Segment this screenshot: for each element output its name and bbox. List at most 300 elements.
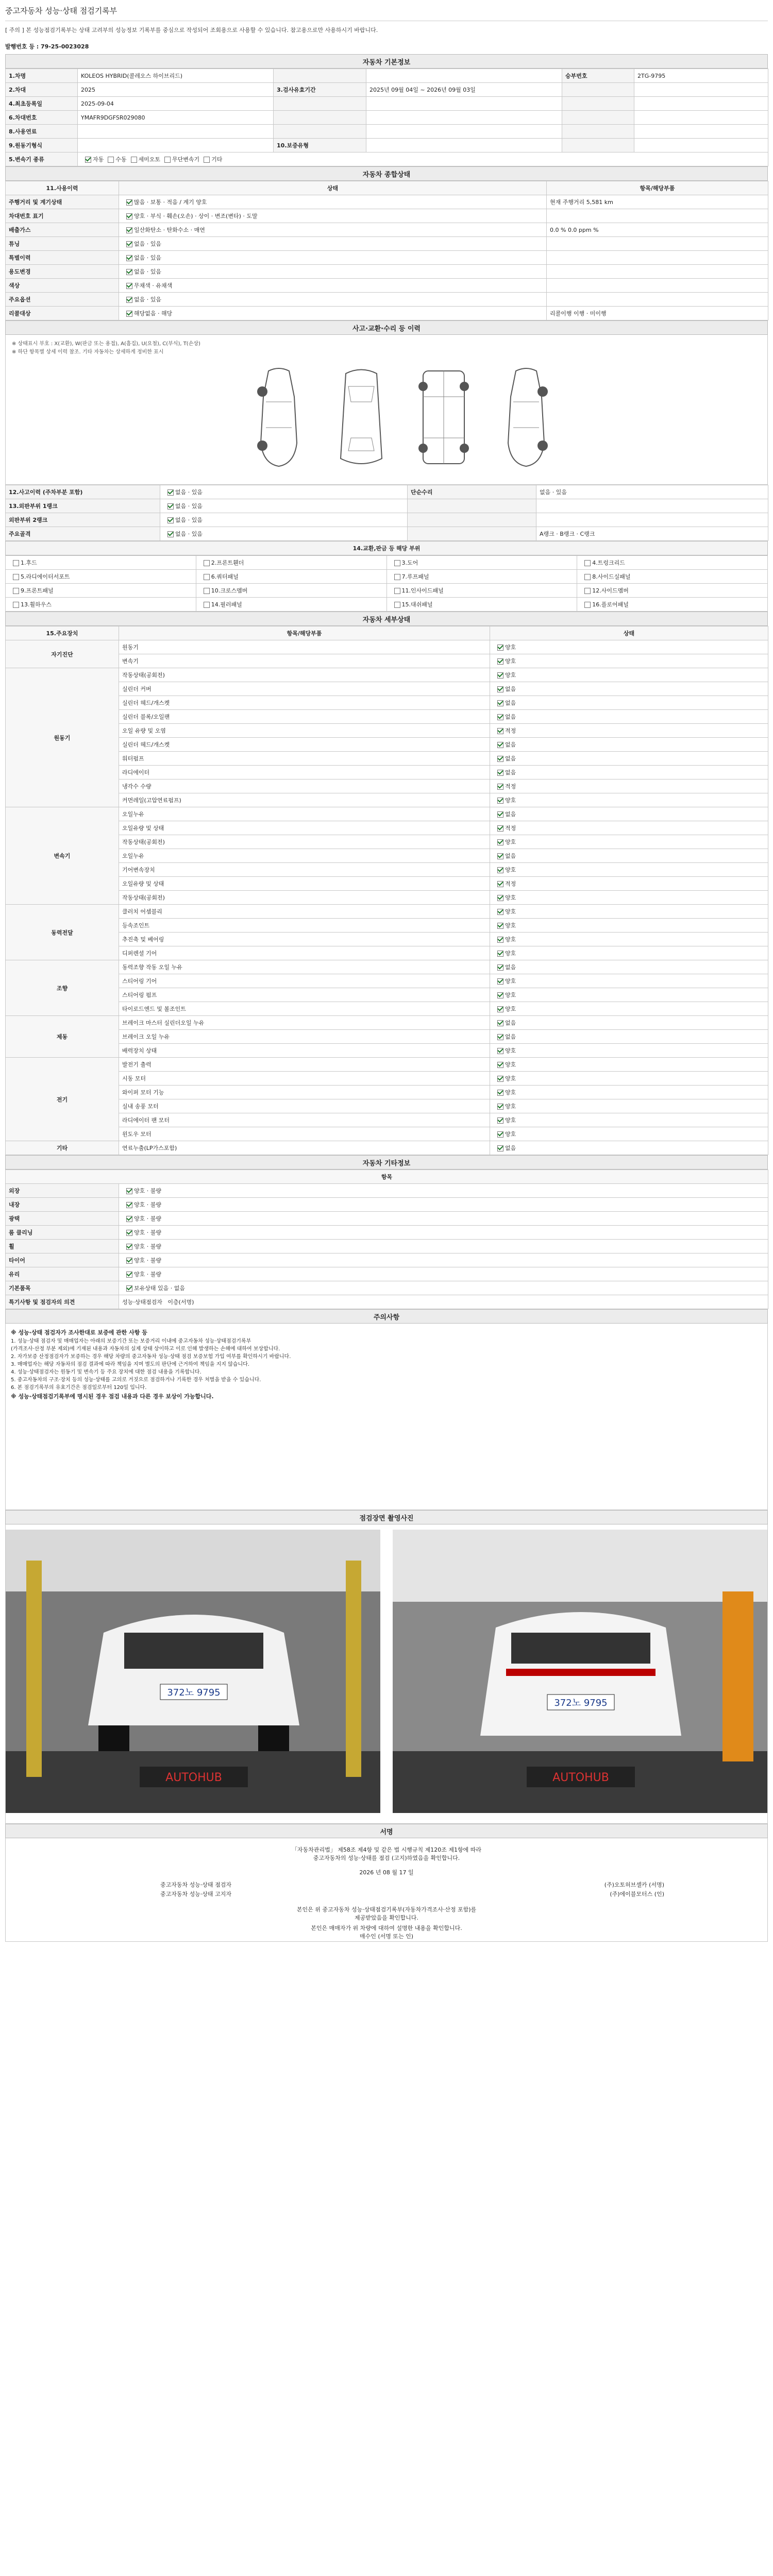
checkbox-icon — [497, 728, 503, 734]
detail-state — [490, 654, 768, 668]
accident-row — [6, 527, 768, 541]
detail-row — [6, 807, 768, 821]
detail-state — [490, 1072, 768, 1086]
status-note — [547, 265, 768, 279]
caution-line: (가격조사·산정 부분 제외)에 기재된 내용과 자동차의 실제 상태 상이하고 이로 인해 발생하는 손해에 대하여 보상합니다. — [11, 1346, 280, 1352]
checkbox-icon — [497, 853, 503, 859]
checkbox-icon — [497, 742, 503, 748]
detail-row — [6, 891, 768, 905]
checkbox-icon — [126, 297, 132, 303]
basic-key-2 — [274, 125, 366, 139]
detail-state — [490, 919, 768, 933]
checkbox-icon — [497, 825, 503, 832]
accident-value-2: A랭크 · B랭크 · C랭크 — [536, 527, 768, 541]
section-basic-title: 자동차 기본정보 — [5, 54, 768, 69]
detail-part: 오일 유량 및 오염 — [119, 724, 490, 738]
accident-value-2 — [536, 499, 768, 513]
detail-row — [6, 974, 768, 988]
opinion-label-2: 성능·상태점검자 — [122, 1299, 162, 1306]
checkbox-icon — [126, 1285, 132, 1292]
part-cell — [196, 598, 386, 612]
checkbox-icon — [497, 1090, 503, 1096]
status-value — [119, 195, 547, 209]
detail-row — [6, 863, 768, 877]
detail-group: 동력전달 — [6, 905, 119, 960]
caution-line: 6. 본 점검기록부의 유효기간은 점검일로부터 120일 입니다. — [11, 1385, 147, 1391]
status-row — [6, 307, 768, 320]
part-label: 8.사이드실패널 — [592, 573, 631, 580]
detail-state-text: 없음 — [505, 686, 516, 692]
part-label: 6.쿼터패널 — [211, 573, 239, 580]
detail-row — [6, 849, 768, 863]
detail-state — [490, 1113, 768, 1127]
other-value — [119, 1198, 768, 1212]
checkbox-icon — [126, 1230, 132, 1236]
checkbox-icon — [126, 311, 132, 317]
detail-part: 커먼레일(고압연료펌프) — [119, 793, 490, 807]
parts-table — [5, 555, 768, 612]
detail-state — [490, 1086, 768, 1099]
detail-state — [490, 807, 768, 821]
detail-part: 추진축 및 베어링 — [119, 933, 490, 946]
diagram-legend — [12, 340, 200, 357]
detail-group: 원동기 — [6, 668, 119, 807]
basic-key-2 — [274, 97, 366, 111]
detail-row — [6, 1127, 768, 1141]
basic-key: 2.차대 — [6, 83, 78, 97]
status-value — [119, 237, 547, 251]
status-value-text: 해당없음 · 해당 — [134, 310, 173, 317]
detail-state — [490, 752, 768, 766]
detail-state-text: 양호 — [505, 644, 516, 651]
accident-key: 13.외판부위 1랭크 — [6, 499, 160, 513]
status-row — [6, 279, 768, 293]
status-row — [6, 237, 768, 251]
detail-part: 동력조향 작동 오일 누유 — [119, 960, 490, 974]
checkbox-icon — [497, 700, 503, 706]
part-cell — [6, 556, 196, 570]
checkbox-icon — [497, 798, 503, 804]
other-value-text: 양호 · 불량 — [134, 1243, 161, 1250]
detail-state — [490, 1002, 768, 1016]
part-cell — [577, 598, 768, 612]
issue-number: 79-25-0023028 — [41, 43, 89, 50]
checkbox-icon — [497, 672, 503, 679]
detail-part: 실내 송풍 모터 — [119, 1099, 490, 1113]
detail-part: 실린더 커버 — [119, 682, 490, 696]
basic-value: KOLEOS HYBRID(콜레오스 하이브리드) — [78, 69, 274, 83]
issue-number-row: 발행번호 등 : 79-25-0023028 — [5, 43, 89, 50]
status-note: 현재 주행거리 5,581 km — [547, 195, 768, 209]
caution-line: 4. 성능·상태점검자는 원동기 및 변속기 등 주요 장치에 대한 점검 내용을 기록합니다. — [11, 1369, 201, 1375]
detail-row — [6, 877, 768, 891]
basic-row — [6, 97, 768, 111]
checkbox-icon — [497, 1062, 503, 1068]
basic-value — [78, 139, 274, 152]
detail-state — [490, 821, 768, 835]
checkbox-icon — [126, 227, 132, 233]
detail-state — [490, 1099, 768, 1113]
accident-key: 주요골격 — [6, 527, 160, 541]
detail-state — [490, 1044, 768, 1058]
checkbox-icon — [497, 992, 503, 998]
checkbox-icon — [497, 756, 503, 762]
checkbox-icon — [108, 157, 114, 163]
transmission-row — [6, 152, 768, 166]
status-note — [547, 293, 768, 307]
car-frame-icon — [413, 366, 475, 469]
detail-part: 시동 모터 — [119, 1072, 490, 1086]
other-row — [6, 1240, 768, 1253]
basic-value: 2025 — [78, 83, 274, 97]
detail-state-text: 없음 — [505, 853, 516, 859]
other-key: 광택 — [6, 1212, 119, 1226]
basic-value-3 — [634, 111, 768, 125]
detail-part: 작동상태(공회전) — [119, 668, 490, 682]
section-detail-title: 자동차 세부상태 — [5, 612, 768, 626]
status-key: 색상 — [6, 279, 119, 293]
checkbox-icon — [167, 489, 174, 496]
checkbox-icon — [584, 588, 591, 594]
status-row — [6, 223, 768, 237]
other-row — [6, 1253, 768, 1267]
detail-state-text: 적정 — [505, 727, 516, 734]
status-head-1: 11.사용이력 — [6, 181, 119, 195]
detail-state — [490, 974, 768, 988]
detail-state-text: 양호 — [505, 797, 516, 804]
detail-state-text: 양호 — [505, 1103, 516, 1110]
detail-state-text: 양호 — [505, 922, 516, 929]
basic-key-3 — [562, 125, 634, 139]
basic-value: YMAFR9DGFSR029080 — [78, 111, 274, 125]
other-value-text: 양호 · 불량 — [134, 1188, 161, 1194]
option-label: 자동 — [93, 156, 104, 163]
section-photo-title: 점검장면 촬영사진 — [5, 1510, 768, 1524]
photo-front — [6, 1530, 380, 1813]
detail-part: 스티어링 펌프 — [119, 988, 490, 1002]
detail-part: 스티어링 기어 — [119, 974, 490, 988]
accident-value-text: 없음 · 있음 — [175, 517, 203, 523]
detail-row — [6, 919, 768, 933]
opinion-label: 특기사항 및 점검자의 의견 — [6, 1295, 119, 1309]
other-value-text: 양호 · 불량 — [134, 1201, 161, 1208]
sign-date: 2026 년 08 월 17 일 — [359, 1869, 414, 1876]
status-key: 특별이력 — [6, 251, 119, 265]
detail-state-text: 양호 — [505, 1131, 516, 1138]
detail-state — [490, 1127, 768, 1141]
detail-group: 제동 — [6, 1016, 119, 1058]
sign-line-5: 본인은 매매자가 위 차량에 대하여 설명한 내용을 확인합니다. — [311, 1925, 462, 1931]
detail-state — [490, 849, 768, 863]
detail-part: 타이로드엔드 및 볼조인트 — [119, 1002, 490, 1016]
detail-state-text: 없음 — [505, 741, 516, 748]
other-row — [6, 1226, 768, 1240]
caution-heading-2: ※ 성능·상태점검기록부에 명시된 경우 점검 내용과 다른 경우 보상이 가능합니다. — [11, 1393, 214, 1400]
detail-part: 와이퍼 모터 기능 — [119, 1086, 490, 1099]
status-table — [5, 181, 768, 320]
detail-head-2: 항목/해당부품 — [119, 626, 490, 640]
part-cell — [6, 570, 196, 584]
detail-state — [490, 835, 768, 849]
detail-head-3: 상태 — [490, 626, 768, 640]
checkbox-icon — [497, 867, 503, 873]
accident-key: 외판부위 2랭크 — [6, 513, 160, 527]
checkbox-icon — [497, 645, 503, 651]
detail-state — [490, 863, 768, 877]
checkbox-icon — [497, 937, 503, 943]
part-cell — [386, 556, 577, 570]
accident-value — [160, 485, 408, 499]
detail-row — [6, 640, 768, 654]
inspection-document — [5, 0, 768, 1942]
car-diagram-area — [5, 335, 768, 485]
parts-row — [6, 570, 768, 584]
detail-part: 실린더 헤드/개스켓 — [119, 696, 490, 710]
checkbox-icon — [584, 574, 591, 580]
part-label: 7.루프패널 — [401, 573, 429, 580]
checkbox-icon — [126, 241, 132, 247]
transmission-options — [78, 152, 768, 166]
part-label: 12.사이드멤버 — [592, 587, 629, 594]
detail-part: 브레이크 마스터 실린더오일 누유 — [119, 1016, 490, 1030]
detail-state-text: 양호 — [505, 894, 516, 901]
caution-box — [5, 1324, 768, 1510]
detail-state — [490, 640, 768, 654]
status-value — [119, 293, 547, 307]
other-key: 외장 — [6, 1184, 119, 1198]
detail-row — [6, 752, 768, 766]
part-label: 5.라디에이터서포트 — [21, 573, 70, 580]
basic-key-2 — [274, 69, 366, 83]
detail-part: 기어변속장치 — [119, 863, 490, 877]
other-value — [119, 1240, 768, 1253]
detail-row — [6, 946, 768, 960]
status-key: 주요옵션 — [6, 293, 119, 307]
basic-key-2: 10.보증유형 — [274, 139, 366, 152]
status-value — [119, 279, 547, 293]
checkbox-icon — [497, 1131, 503, 1138]
caution-line: 5. 중고자동차의 구조·장치 등의 성능·상태를 고의로 거짓으로 점검하거나 기록한 경우 처벌을 받을 수 있습니다. — [11, 1377, 261, 1383]
basic-key-3 — [562, 83, 634, 97]
detail-row — [6, 1099, 768, 1113]
detail-table — [5, 626, 768, 1155]
part-label: 2.프론트휀더 — [211, 560, 244, 566]
caution-heading: ※ 성능·상태 점검자가 조사한대로 보증에 관한 사항 등 — [11, 1329, 147, 1336]
checkbox-icon — [497, 811, 503, 818]
detail-state-text: 양호 — [505, 658, 516, 665]
checkbox-icon — [13, 602, 19, 608]
status-value-text: 일산화탄소 · 탄화수소 · 매연 — [134, 227, 205, 233]
part-cell — [196, 584, 386, 598]
checkbox-icon — [126, 213, 132, 219]
rear-plate-text: 372노 9795 — [554, 1698, 608, 1708]
checkbox-icon — [131, 157, 137, 163]
other-row — [6, 1212, 768, 1226]
basic-value-3 — [634, 139, 768, 152]
basic-value-2 — [366, 111, 562, 125]
status-note: 0.0 % 0.0 ppm % — [547, 223, 768, 237]
section-caution-title: 주의사항 — [5, 1309, 768, 1324]
parts-row — [6, 598, 768, 612]
detail-part: 오일누유 — [119, 807, 490, 821]
detail-state-text: 없음 — [505, 714, 516, 720]
checkbox-icon — [497, 881, 503, 887]
status-value — [119, 307, 547, 320]
part-label: 3.도어 — [401, 560, 418, 566]
part-label: 11.인사이드패널 — [401, 587, 444, 594]
checkbox-icon — [497, 1117, 503, 1124]
status-key: 배출가스 — [6, 223, 119, 237]
status-key: 차대번호 표기 — [6, 209, 119, 223]
part-label: 4.트렁크리드 — [592, 560, 625, 566]
document-title: 중고자동차 성능·상태 점검기록부 — [5, 0, 768, 21]
basic-row — [6, 83, 768, 97]
checkbox-icon — [497, 1104, 503, 1110]
detail-state — [490, 738, 768, 752]
checkbox-icon — [497, 1048, 503, 1054]
detail-state-text: 없음 — [505, 769, 516, 776]
detail-part: 실린더 헤드/개스켓 — [119, 738, 490, 752]
basic-row — [6, 125, 768, 139]
status-key: 주행거리 및 계기상태 — [6, 195, 119, 209]
other-key: 유리 — [6, 1267, 119, 1281]
detail-state-text: 양호 — [505, 992, 516, 998]
checkbox-icon — [394, 574, 400, 580]
detail-state-text: 없음 — [505, 1033, 516, 1040]
part-label: 14.필러패널 — [211, 601, 242, 608]
detail-row — [6, 654, 768, 668]
detail-state-text: 없음 — [505, 964, 516, 971]
section-status-title: 자동차 종합상태 — [5, 166, 768, 181]
accident-row — [6, 513, 768, 527]
sign-line-4: 제공받았음을 확인합니다. — [355, 1914, 418, 1921]
detail-state — [490, 766, 768, 779]
signature-block — [5, 1838, 768, 1942]
detail-part: 오일유량 및 상태 — [119, 821, 490, 835]
detail-part: 윈도우 모터 — [119, 1127, 490, 1141]
notice-text: [ 주의 ] 본 성능점검기록부는 상태 고려부의 성능정보 기록부를 중심으로 작성되어 조회용으로 사용할 수 있습니다. 참고용으로만 사용하시기 바랍니다. — [5, 27, 378, 33]
basic-key: 6.차대번호 — [6, 111, 78, 125]
accident-key-2: 단순수리 — [408, 485, 536, 499]
detail-state-text: 양호 — [505, 1006, 516, 1012]
detail-state — [490, 1141, 768, 1155]
other-value — [119, 1267, 768, 1281]
checkbox-icon — [497, 978, 503, 985]
status-key: 용도변경 — [6, 265, 119, 279]
checkbox-icon — [167, 531, 174, 537]
opinion-cell — [119, 1295, 768, 1309]
detail-state-text: 양호 — [505, 672, 516, 679]
detail-row — [6, 933, 768, 946]
status-value-text: 없음 · 있음 — [134, 255, 161, 261]
part-cell — [6, 598, 196, 612]
checkbox-icon — [126, 269, 132, 275]
checkbox-icon — [126, 199, 132, 206]
accident-key-2 — [408, 513, 536, 527]
detail-row — [6, 724, 768, 738]
checkbox-icon — [497, 895, 503, 901]
basic-value: 2025-09-04 — [78, 97, 274, 111]
detail-state-text: 없음 — [505, 1145, 516, 1151]
other-value-text: 양호 · 불량 — [134, 1215, 161, 1222]
status-row — [6, 265, 768, 279]
checkbox-icon — [164, 157, 171, 163]
detail-state-text: 양호 — [505, 1075, 516, 1082]
accident-value — [160, 499, 408, 513]
checkbox-icon — [204, 157, 210, 163]
basic-value-3 — [634, 125, 768, 139]
other-key: 내장 — [6, 1198, 119, 1212]
part-cell — [196, 570, 386, 584]
front-plate-text: 372노 9795 — [167, 1687, 221, 1698]
accident-key-2 — [408, 499, 536, 513]
part-cell — [196, 556, 386, 570]
basic-key: 1.차명 — [6, 69, 78, 83]
detail-state-text: 양호 — [505, 936, 516, 943]
status-value — [119, 251, 547, 265]
status-value-text: 많음 · 보통 · 적음 / 계기 양호 — [134, 199, 207, 206]
accident-value-text: 없음 · 있음 — [175, 531, 203, 537]
other-value — [119, 1226, 768, 1240]
status-value-text: 무채색 · 유채색 — [134, 282, 173, 289]
other-key: 기본품목 — [6, 1281, 119, 1295]
detail-state — [490, 668, 768, 682]
other-value-text: 양호 · 불량 — [134, 1257, 161, 1264]
basic-key-3: 승부번호 — [562, 69, 634, 83]
basic-key-3 — [562, 111, 634, 125]
status-head-3: 항목/해당부품 — [547, 181, 768, 195]
status-value — [119, 209, 547, 223]
accident-value — [160, 527, 408, 541]
basic-row — [6, 139, 768, 152]
status-key: 튜닝 — [6, 237, 119, 251]
detail-state — [490, 933, 768, 946]
part-cell — [386, 598, 577, 612]
accident-value-text: 없음 · 있음 — [175, 503, 203, 510]
checkbox-icon — [126, 1244, 132, 1250]
detail-state-text: 없음 — [505, 811, 516, 818]
opinion-value: 이층(서명) — [167, 1299, 194, 1306]
detail-row — [6, 1141, 768, 1155]
status-row — [6, 195, 768, 209]
detail-row — [6, 1044, 768, 1058]
basic-value — [78, 125, 274, 139]
basic-value-3: 2TG-9795 — [634, 69, 768, 83]
detail-part: 변속기 — [119, 654, 490, 668]
status-value-text: 없음 · 있음 — [134, 296, 161, 303]
status-note: 리콜이행 이행 · 미이행 — [547, 307, 768, 320]
detail-state — [490, 1058, 768, 1072]
detail-state — [490, 1016, 768, 1030]
basic-key: 4.최초등록일 — [6, 97, 78, 111]
detail-state — [490, 682, 768, 696]
detail-row — [6, 682, 768, 696]
dealer-name: (주)에이블모터스 (인) — [610, 1891, 664, 1897]
basic-info-table — [5, 69, 768, 166]
other-value — [119, 1281, 768, 1295]
detail-part: 라디에이터 팬 모터 — [119, 1113, 490, 1127]
legend-line-1: ※ 상태표시 부호 : X(교환), W(판금 또는 용접), A(흠집), U(요철), C(부식), T(손상) — [12, 341, 200, 347]
accident-value — [160, 513, 408, 527]
detail-part: 라디에이터 — [119, 766, 490, 779]
checkbox-icon — [497, 686, 503, 692]
part-label: 13.휠하우스 — [21, 601, 52, 608]
option-label: 수동 — [115, 156, 127, 163]
photo-strip — [5, 1524, 768, 1824]
detail-state-text: 양호 — [505, 908, 516, 915]
detail-state-text: 적정 — [505, 880, 516, 887]
detail-state-text: 양호 — [505, 978, 516, 985]
